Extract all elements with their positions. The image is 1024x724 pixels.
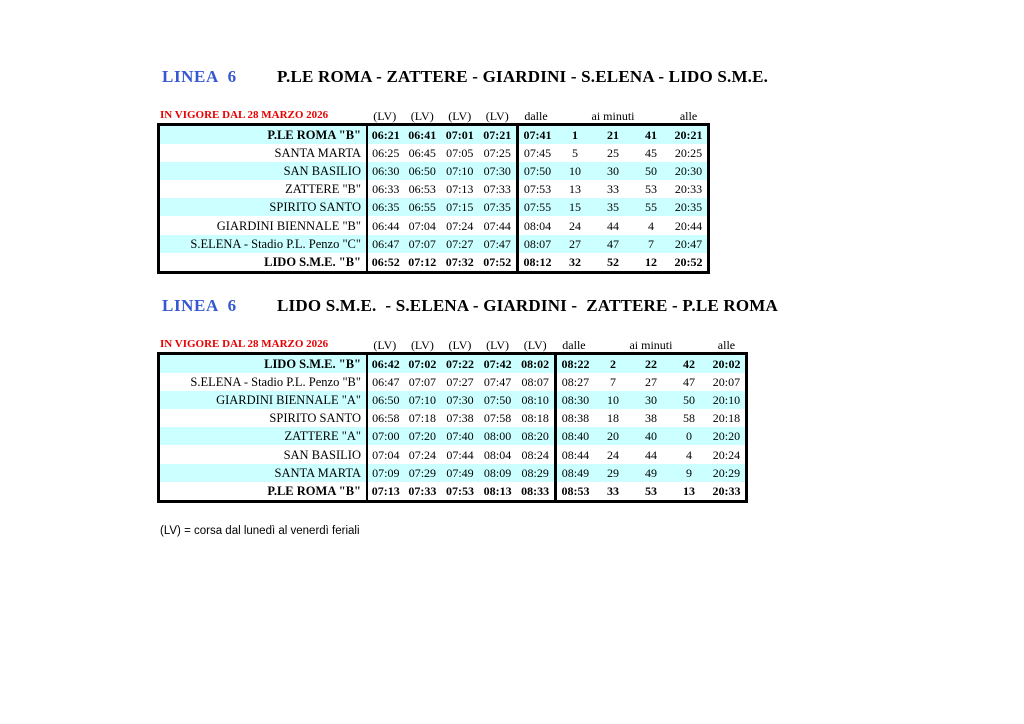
route-title: P.LE ROMA - ZATTERE - GIARDINI - S.ELENA - LIDO S.M.E. — [277, 67, 769, 86]
minute-past-hour: 7 — [648, 236, 654, 251]
table-row — [160, 445, 745, 463]
line-number-label: LINEA 6 — [162, 67, 237, 86]
station-name: S.ELENA - Stadio P.L. Penzo "C" — [190, 236, 361, 251]
scheduled-time: 06:44 — [366, 216, 404, 234]
table-row — [160, 144, 707, 162]
scheduled-time: 07:30 — [446, 393, 474, 408]
scheduled-time: 07:49 — [446, 465, 474, 480]
frequency-end-time: 20:44 — [674, 218, 703, 233]
scheduled-time: 06:41 — [408, 128, 437, 143]
station-name: LIDO S.M.E. "B" — [264, 357, 361, 372]
frequency-start-time: 07:53 — [516, 180, 556, 198]
frequency-end-time: 20:10 — [712, 393, 741, 408]
scheduled-time: 08:00 — [483, 429, 512, 444]
minute-past-hour: 33 — [606, 483, 619, 498]
minute-past-hour: 47 — [682, 375, 695, 390]
minute-past-hour: 24 — [569, 218, 581, 233]
minute-past-hour: 53 — [644, 483, 657, 498]
scheduled-time: 07:18 — [408, 411, 437, 426]
timetable-table — [157, 352, 748, 503]
table-row — [160, 253, 707, 271]
minute-past-hour: 55 — [645, 200, 657, 215]
scheduled-time: 08:33 — [521, 483, 550, 498]
scheduled-time: 07:40 — [446, 429, 474, 444]
scheduled-time: 07:04 — [408, 218, 436, 233]
minute-past-hour: 29 — [606, 465, 619, 480]
scheduled-time: 06:55 — [408, 200, 436, 215]
minute-past-hour: 0 — [685, 429, 692, 444]
col-header-lv: (LV) — [410, 109, 434, 123]
minute-past-hour: 50 — [682, 393, 695, 408]
scheduled-time: 08:29 — [521, 465, 549, 480]
scheduled-time: 07:01 — [445, 128, 474, 143]
frequency-end-time: 20:18 — [712, 411, 741, 426]
scheduled-time: 07:02 — [408, 357, 437, 372]
scheduled-time: 07:33 — [483, 182, 511, 197]
scheduled-time: 07:47 — [483, 236, 511, 251]
minute-past-hour: 32 — [569, 254, 581, 269]
scheduled-time: 07:12 — [408, 254, 437, 269]
scheduled-time: 07:32 — [445, 254, 474, 269]
station-name: SAN BASILIO — [283, 164, 361, 179]
minute-past-hour: 50 — [645, 164, 657, 179]
minute-past-hour: 27 — [644, 375, 657, 390]
col-header-lv: (LV) — [448, 338, 472, 352]
column-header-row — [157, 106, 707, 123]
minute-past-hour: 5 — [572, 146, 578, 161]
minute-past-hour: 13 — [682, 483, 695, 498]
scheduled-time: 07:07 — [408, 236, 436, 251]
section-title — [162, 66, 768, 88]
station-name: GIARDINI BIENNALE "B" — [216, 218, 361, 233]
scheduled-time: 07:50 — [483, 393, 512, 408]
scheduled-time: 07:53 — [445, 483, 474, 498]
scheduled-time: 08:07 — [521, 375, 549, 390]
scheduled-time: 07:15 — [446, 200, 474, 215]
scheduled-time: 07:44 — [446, 447, 474, 462]
col-header-alle: alle — [679, 109, 698, 123]
frequency-start-time: 07:55 — [516, 198, 556, 216]
table-row — [160, 427, 745, 445]
scheduled-time: 08:24 — [521, 447, 549, 462]
minute-past-hour: 12 — [645, 254, 657, 269]
scheduled-time: 08:13 — [483, 483, 512, 498]
minute-past-hour: 15 — [569, 200, 581, 215]
frequency-end-time: 20:33 — [674, 182, 703, 197]
frequency-end-time: 20:24 — [712, 447, 741, 462]
minute-past-hour: 44 — [644, 447, 657, 462]
table-row — [160, 482, 745, 500]
scheduled-time: 06:35 — [366, 198, 404, 216]
frequency-end-time: 20:52 — [674, 254, 703, 269]
minute-past-hour: 24 — [606, 447, 619, 462]
minute-past-hour: 13 — [569, 182, 581, 197]
station-name: ZATTERE "A" — [284, 429, 361, 444]
minute-past-hour: 40 — [644, 429, 657, 444]
station-name: P.LE ROMA "B" — [267, 483, 361, 498]
minute-past-hour: 27 — [569, 236, 581, 251]
scheduled-time: 07:25 — [483, 146, 511, 161]
station-name: SPIRITO SANTO — [269, 411, 361, 426]
frequency-end-time: 20:33 — [712, 483, 741, 498]
scheduled-time: 07:27 — [446, 236, 474, 251]
table-row — [160, 409, 745, 427]
scheduled-time: 07:33 — [408, 483, 437, 498]
scheduled-time: 07:22 — [445, 357, 474, 372]
table-row — [160, 162, 707, 180]
minute-past-hour: 9 — [685, 465, 692, 480]
scheduled-time: 07:13 — [366, 482, 404, 500]
table-row — [160, 464, 745, 482]
minute-past-hour: 4 — [648, 218, 654, 233]
minute-past-hour: 30 — [607, 164, 619, 179]
scheduled-time: 07:42 — [483, 357, 512, 372]
station-name: P.LE ROMA "B" — [267, 128, 361, 143]
col-header-lv: (LV) — [448, 109, 472, 123]
scheduled-time: 06:33 — [366, 180, 404, 198]
minute-past-hour: 49 — [644, 465, 657, 480]
minute-past-hour: 38 — [644, 411, 657, 426]
station-name: SAN BASILIO — [283, 447, 361, 462]
table-row — [160, 391, 745, 409]
scheduled-time: 06:42 — [366, 355, 404, 373]
scheduled-time: 06:58 — [366, 409, 404, 427]
frequency-end-time: 20:21 — [674, 128, 703, 143]
minute-past-hour: 52 — [607, 254, 619, 269]
frequency-end-time: 20:47 — [674, 236, 703, 251]
station-name: SPIRITO SANTO — [269, 200, 361, 215]
scheduled-time: 07:10 — [408, 393, 437, 408]
scheduled-time: 06:45 — [408, 146, 436, 161]
scheduled-time: 06:47 — [366, 373, 404, 391]
frequency-start-time: 08:30 — [554, 391, 594, 409]
scheduled-time: 07:24 — [446, 218, 474, 233]
scheduled-time: 07:35 — [483, 200, 511, 215]
minute-past-hour: 42 — [682, 357, 695, 372]
scheduled-time: 06:53 — [408, 182, 436, 197]
route-title: LIDO S.M.E. - S.ELENA - GIARDINI - ZATTERE - P.LE ROMA — [277, 296, 778, 315]
frequency-start-time: 08:27 — [554, 373, 594, 391]
scheduled-time: 08:04 — [483, 447, 512, 462]
minute-past-hour: 30 — [644, 393, 657, 408]
minute-past-hour: 18 — [606, 411, 619, 426]
scheduled-time: 07:27 — [446, 375, 474, 390]
minute-past-hour: 41 — [645, 128, 657, 143]
minute-past-hour: 44 — [607, 218, 619, 233]
col-header-lv: (LV) — [373, 109, 397, 123]
frequency-end-time: 20:02 — [712, 357, 741, 372]
frequency-start-time: 07:41 — [516, 126, 556, 144]
table-row — [160, 373, 745, 391]
minute-past-hour: 47 — [607, 236, 619, 251]
table-row — [160, 180, 707, 198]
scheduled-time: 07:30 — [483, 164, 511, 179]
station-name: LIDO S.M.E. "B" — [264, 254, 361, 269]
table-body — [160, 355, 745, 500]
col-header-lv: (LV) — [486, 338, 510, 352]
scheduled-time: 07:00 — [366, 427, 404, 445]
col-header-alle: alle — [717, 338, 736, 352]
station-name: ZATTERE "B" — [285, 182, 361, 197]
scheduled-time: 07:05 — [446, 146, 474, 161]
scheduled-time: 07:47 — [483, 375, 512, 390]
col-header-lv: (LV) — [373, 338, 397, 352]
timetable-table — [157, 123, 710, 274]
line-number-label: LINEA 6 — [162, 296, 237, 315]
scheduled-time: 07:10 — [446, 164, 474, 179]
table-row — [160, 355, 745, 373]
scheduled-time: 07:09 — [366, 464, 404, 482]
scheduled-time: 06:50 — [366, 391, 404, 409]
station-name: GIARDINI BIENNALE "A" — [216, 393, 361, 408]
validity-label: IN VIGORE DAL 28 MARZO 2026 — [160, 109, 329, 121]
scheduled-time: 08:09 — [483, 465, 512, 480]
scheduled-time: 07:29 — [408, 465, 437, 480]
scheduled-time: 08:20 — [521, 429, 549, 444]
validity-label: IN VIGORE DAL 28 MARZO 2026 — [160, 338, 329, 350]
scheduled-time: 08:10 — [521, 393, 549, 408]
scheduled-time: 07:04 — [366, 445, 404, 463]
scheduled-time: 07:13 — [446, 182, 474, 197]
col-header-dalle: dalle — [524, 109, 548, 123]
frequency-end-time: 20:25 — [674, 146, 703, 161]
minute-past-hour: 10 — [606, 393, 619, 408]
minute-past-hour: 20 — [606, 429, 619, 444]
minute-past-hour: 35 — [607, 200, 619, 215]
table-row — [160, 235, 707, 253]
minute-past-hour: 1 — [572, 128, 578, 143]
minute-past-hour: 58 — [682, 411, 695, 426]
frequency-start-time: 08:07 — [516, 235, 556, 253]
table-row — [160, 126, 707, 144]
scheduled-time: 07:58 — [483, 411, 512, 426]
frequency-end-time: 20:35 — [674, 200, 703, 215]
table-row — [160, 198, 707, 216]
scheduled-time: 07:20 — [408, 429, 437, 444]
col-header-dalle: dalle — [562, 338, 586, 352]
frequency-end-time: 20:07 — [712, 375, 741, 390]
minute-past-hour: 4 — [685, 447, 692, 462]
frequency-start-time: 08:04 — [516, 216, 556, 234]
scheduled-time: 06:50 — [408, 164, 436, 179]
table-body — [160, 126, 707, 271]
column-header-row — [157, 335, 745, 352]
frequency-start-time: 08:53 — [554, 482, 594, 500]
frequency-start-time: 08:49 — [554, 464, 594, 482]
frequency-start-time: 08:40 — [554, 427, 594, 445]
station-name: SANTA MARTA — [274, 465, 361, 480]
scheduled-time: 07:21 — [483, 128, 512, 143]
col-header-ai-minuti: ai minuti — [591, 109, 635, 123]
scheduled-time: 06:25 — [366, 144, 404, 162]
minute-past-hour: 33 — [607, 182, 619, 197]
scheduled-time: 07:24 — [408, 447, 437, 462]
section-title — [162, 295, 778, 317]
scheduled-time: 06:30 — [366, 162, 404, 180]
minute-past-hour: 45 — [645, 146, 657, 161]
minute-past-hour: 21 — [607, 128, 619, 143]
frequency-start-time: 07:50 — [516, 162, 556, 180]
scheduled-time: 06:47 — [366, 235, 404, 253]
station-name: S.ELENA - Stadio P.L. Penzo "B" — [190, 375, 361, 390]
minute-past-hour: 2 — [609, 357, 616, 372]
scheduled-time: 07:38 — [446, 411, 474, 426]
scheduled-time: 08:18 — [521, 411, 549, 426]
col-header-lv: (LV) — [410, 338, 434, 352]
scheduled-time: 06:21 — [366, 126, 404, 144]
minute-past-hour: 22 — [644, 357, 657, 372]
scheduled-time: 07:52 — [483, 254, 512, 269]
col-header-ai-minuti: ai minuti — [629, 338, 673, 352]
legend-footnote: (LV) = corsa dal lunedì al venerdì feriali — [160, 525, 360, 537]
frequency-end-time: 20:29 — [712, 465, 741, 480]
col-header-lv: (LV) — [485, 109, 509, 123]
scheduled-time: 08:02 — [521, 357, 550, 372]
minute-past-hour: 53 — [645, 182, 657, 197]
minute-past-hour: 25 — [607, 146, 619, 161]
col-header-lv: (LV) — [523, 338, 547, 352]
frequency-start-time: 08:38 — [554, 409, 594, 427]
frequency-end-time: 20:30 — [674, 164, 703, 179]
minute-past-hour: 10 — [569, 164, 581, 179]
frequency-start-time: 08:22 — [554, 355, 594, 373]
frequency-end-time: 20:20 — [712, 429, 741, 444]
frequency-start-time: 08:12 — [516, 253, 556, 271]
scheduled-time: 07:07 — [408, 375, 437, 390]
scheduled-time: 06:52 — [366, 253, 404, 271]
table-row — [160, 216, 707, 234]
minute-past-hour: 7 — [609, 375, 616, 390]
frequency-start-time: 07:45 — [516, 144, 556, 162]
station-name: SANTA MARTA — [274, 146, 361, 161]
frequency-start-time: 08:44 — [554, 445, 594, 463]
scheduled-time: 07:44 — [483, 218, 511, 233]
